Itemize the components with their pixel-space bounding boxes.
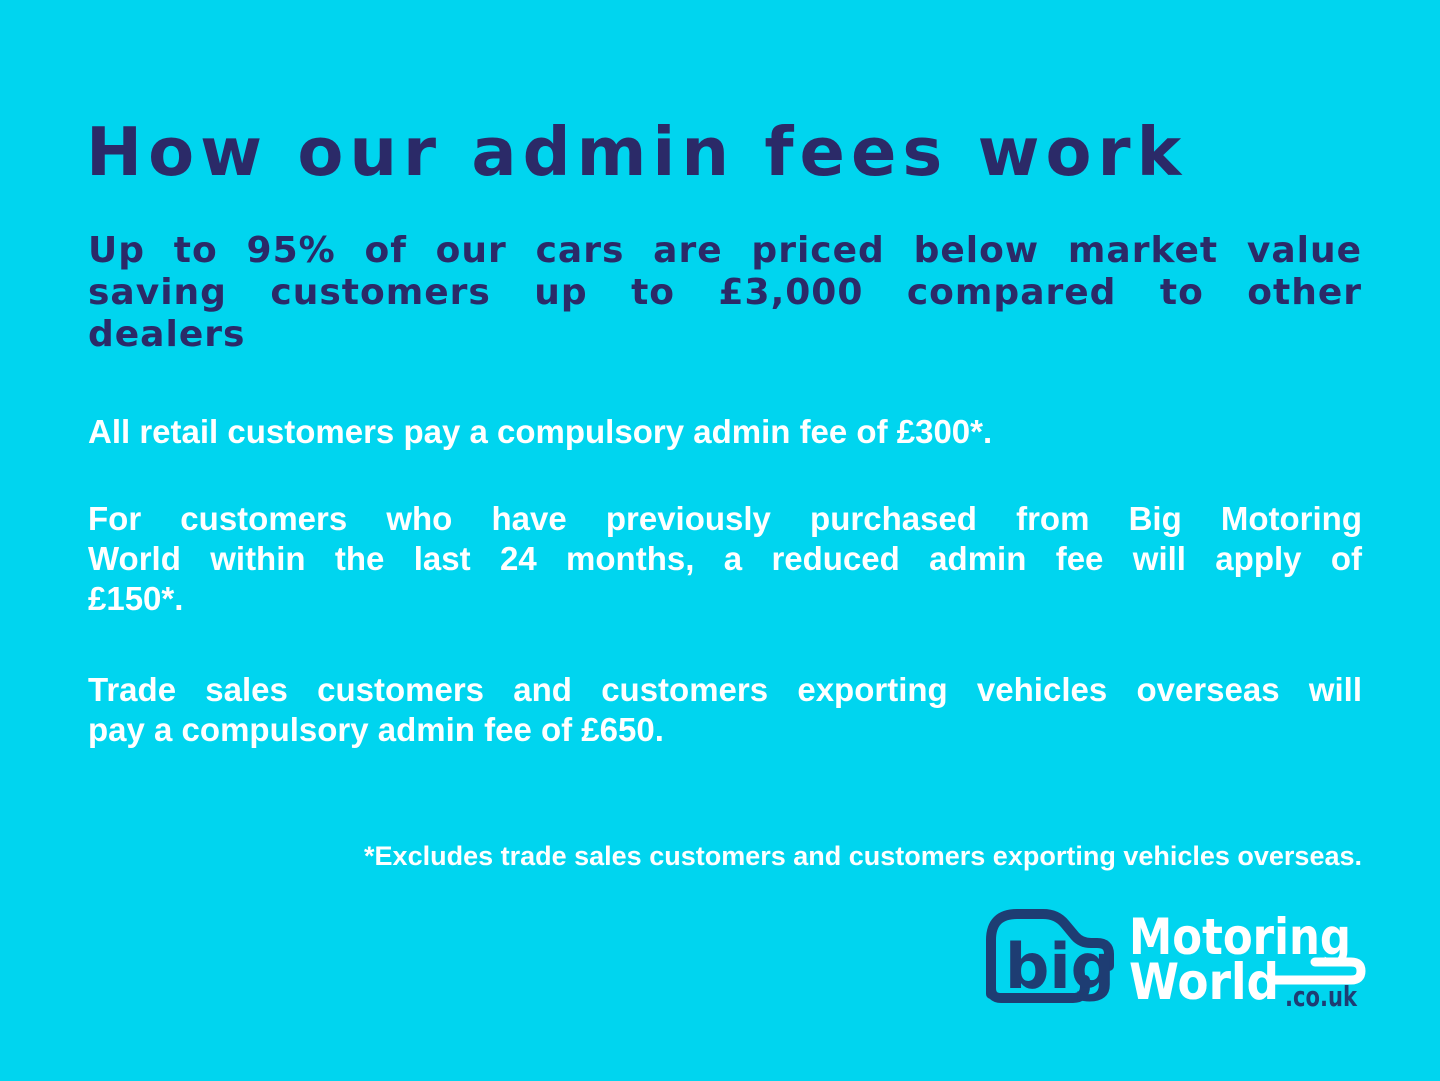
- logo-couk-text: .co.uk: [1285, 980, 1359, 1013]
- logo-world-text: World: [1129, 953, 1279, 1011]
- paragraph-returning-customer-fee: [88, 499, 1362, 619]
- paragraph-line: Trade sales customers and customers exporting vehicles overseas will: [88, 671, 1362, 708]
- subheading-line: saving customers up to £3,000 compared to other: [88, 272, 1362, 313]
- paragraph-line: World within the last 24 months, a reduced admin fee will apply of: [88, 540, 1362, 577]
- big-motoring-world-logo: [983, 896, 1375, 1020]
- subheading-line: dealers: [88, 314, 246, 355]
- paragraph-line: For customers who have previously purchased from Big Motoring: [88, 500, 1362, 537]
- page-title: How our admin fees work: [86, 113, 1188, 191]
- paragraph-line: All retail customers pay a compulsory admin fee of £300*.: [88, 413, 993, 450]
- paragraph-line: £150*.: [88, 580, 184, 617]
- paragraph-retail-fee: [88, 412, 1362, 452]
- paragraph-line: pay a compulsory admin fee of £650.: [88, 711, 664, 748]
- footnote-exclusions: *Excludes trade sales customers and customers exporting vehicles overseas.: [364, 841, 1362, 871]
- subheading-line: Up to 95% of our cars are priced below market value: [88, 230, 1362, 271]
- subheading: [88, 230, 1362, 356]
- logo-big-text: big: [1005, 930, 1116, 1003]
- logo-motoring-text: Motoring: [1129, 908, 1351, 966]
- paragraph-trade-export-fee: [88, 670, 1362, 750]
